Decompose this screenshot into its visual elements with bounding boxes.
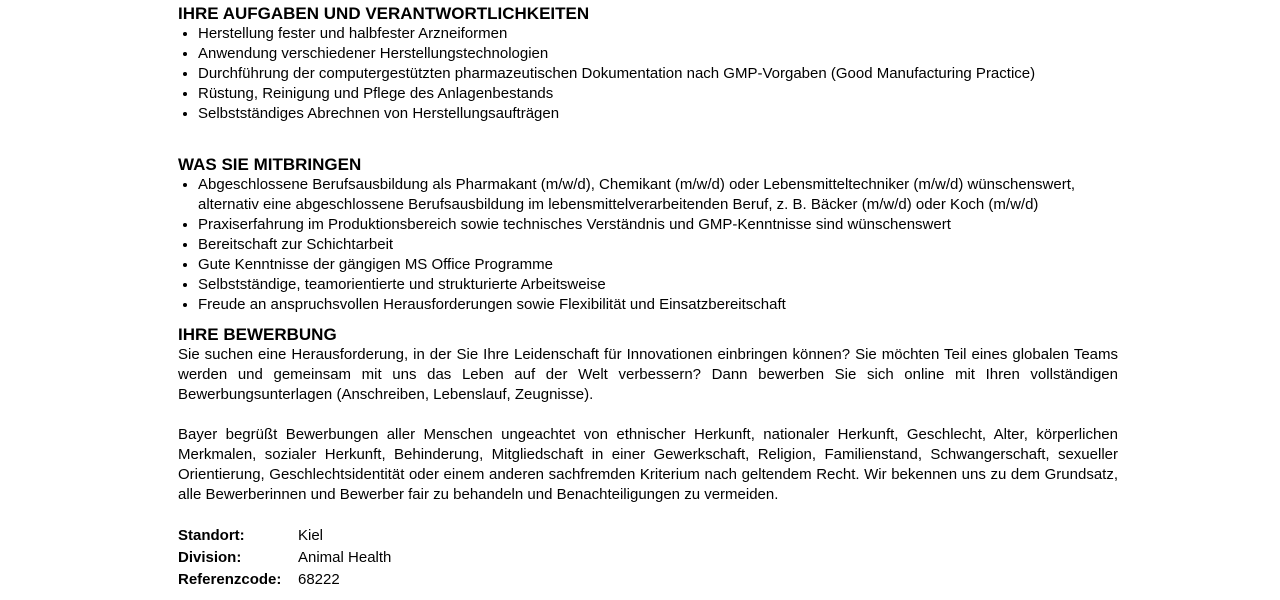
list-item: • Rüstung, Reinigung und Pflege des Anlagenbestands [198, 84, 1118, 104]
list-item: • Selbstständiges Abrechnen von Herstellungsaufträgen [198, 104, 1118, 124]
job-details-table [178, 525, 391, 591]
list-item: • Gute Kenntnisse der gängigen MS Office Programme [198, 255, 1118, 275]
requirements-list [178, 175, 1118, 315]
detail-value: Kiel [298, 527, 324, 544]
requirements-heading: WAS SIE MITBRINGEN [178, 155, 362, 174]
detail-row-division [178, 547, 391, 569]
detail-label: Division: [178, 549, 242, 566]
job-description [178, 4, 1118, 591]
list-item: • Herstellung fester und halbfester Arzneiformen [198, 24, 1118, 44]
list-item: • Selbstständige, teamorientierte und strukturierte Arbeitsweise [198, 275, 1118, 295]
list-item: • Praxiserfahrung im Produktionsbereich sowie technisches Verständnis und GMP-Kenntnisse sind wünschenswert [198, 215, 1118, 235]
detail-value: Animal Health [298, 549, 392, 566]
list-item: • Bereitschaft zur Schichtarbeit [198, 235, 1118, 255]
list-item: • Anwendung verschiedener Herstellungstechnologien [198, 44, 1118, 64]
list-item: • Abgeschlossene Berufsausbildung als Pharmakant (m/w/d), Chemikant (m/w/d) oder Lebensmitteltechniker (m/w/d) wünschenswert, alternativ eine abgeschlossene Berufsausbildung im lebensmittelverarbeitenden Beruf, z. B. Bäcker (m/w/d) oder Koch (m/w/d) [198, 175, 1118, 215]
application-heading: IHRE BEWERBUNG [178, 325, 337, 344]
diversity-paragraph: Bayer begrüßt Bewerbungen aller Menschen ungeachtet von ethnischer Herkunft, nationaler Herkunft, Geschlecht, Alter, körperlichen Merkmalen, sozialer Herkunft, Behinderung, Mitgliedschaft in einer Gewerkschaft, Religion, Familienstand, Schwangerschaft, sexueller Orientierung, Geschlechtsidentität oder einem anderen sachfremden Kriterium nach geltendem Recht. Wir bekennen uns zu dem Grundsatz, alle Bewerberinnen und Bewerber fair zu behandeln und Benachteiligungen zu vermeiden. [178, 426, 1118, 503]
application-paragraph: Sie suchen eine Herausforderung, in der Sie Ihre Leidenschaft für Innovationen einbringen können? Sie möchten Teil eines globalen Teams werden und gemeinsam mit uns das Leben auf der Welt verbessern? Dann bewerben Sie sich online mit Ihren vollständigen Bewerbungsunterlagen (Anschreiben, Lebenslauf, Zeugnisse). [178, 346, 1118, 403]
tasks-list [178, 24, 1118, 124]
list-item: • Freude an anspruchsvollen Herausforderungen sowie Flexibilität und Einsatzbereitschaft [198, 295, 1118, 315]
tasks-heading: IHRE AUFGABEN UND VERANTWORTLICHKEITEN [178, 4, 590, 23]
detail-label: Referenzcode: [178, 571, 282, 588]
detail-label: Standort: [178, 527, 245, 544]
detail-row-location [178, 525, 391, 547]
detail-row-reference [178, 569, 391, 591]
list-item: • Durchführung der computergestützten pharmazeutischen Dokumentation nach GMP-Vorgaben (Good Manufacturing Practice) [198, 64, 1118, 84]
detail-value: 68222 [298, 571, 340, 588]
